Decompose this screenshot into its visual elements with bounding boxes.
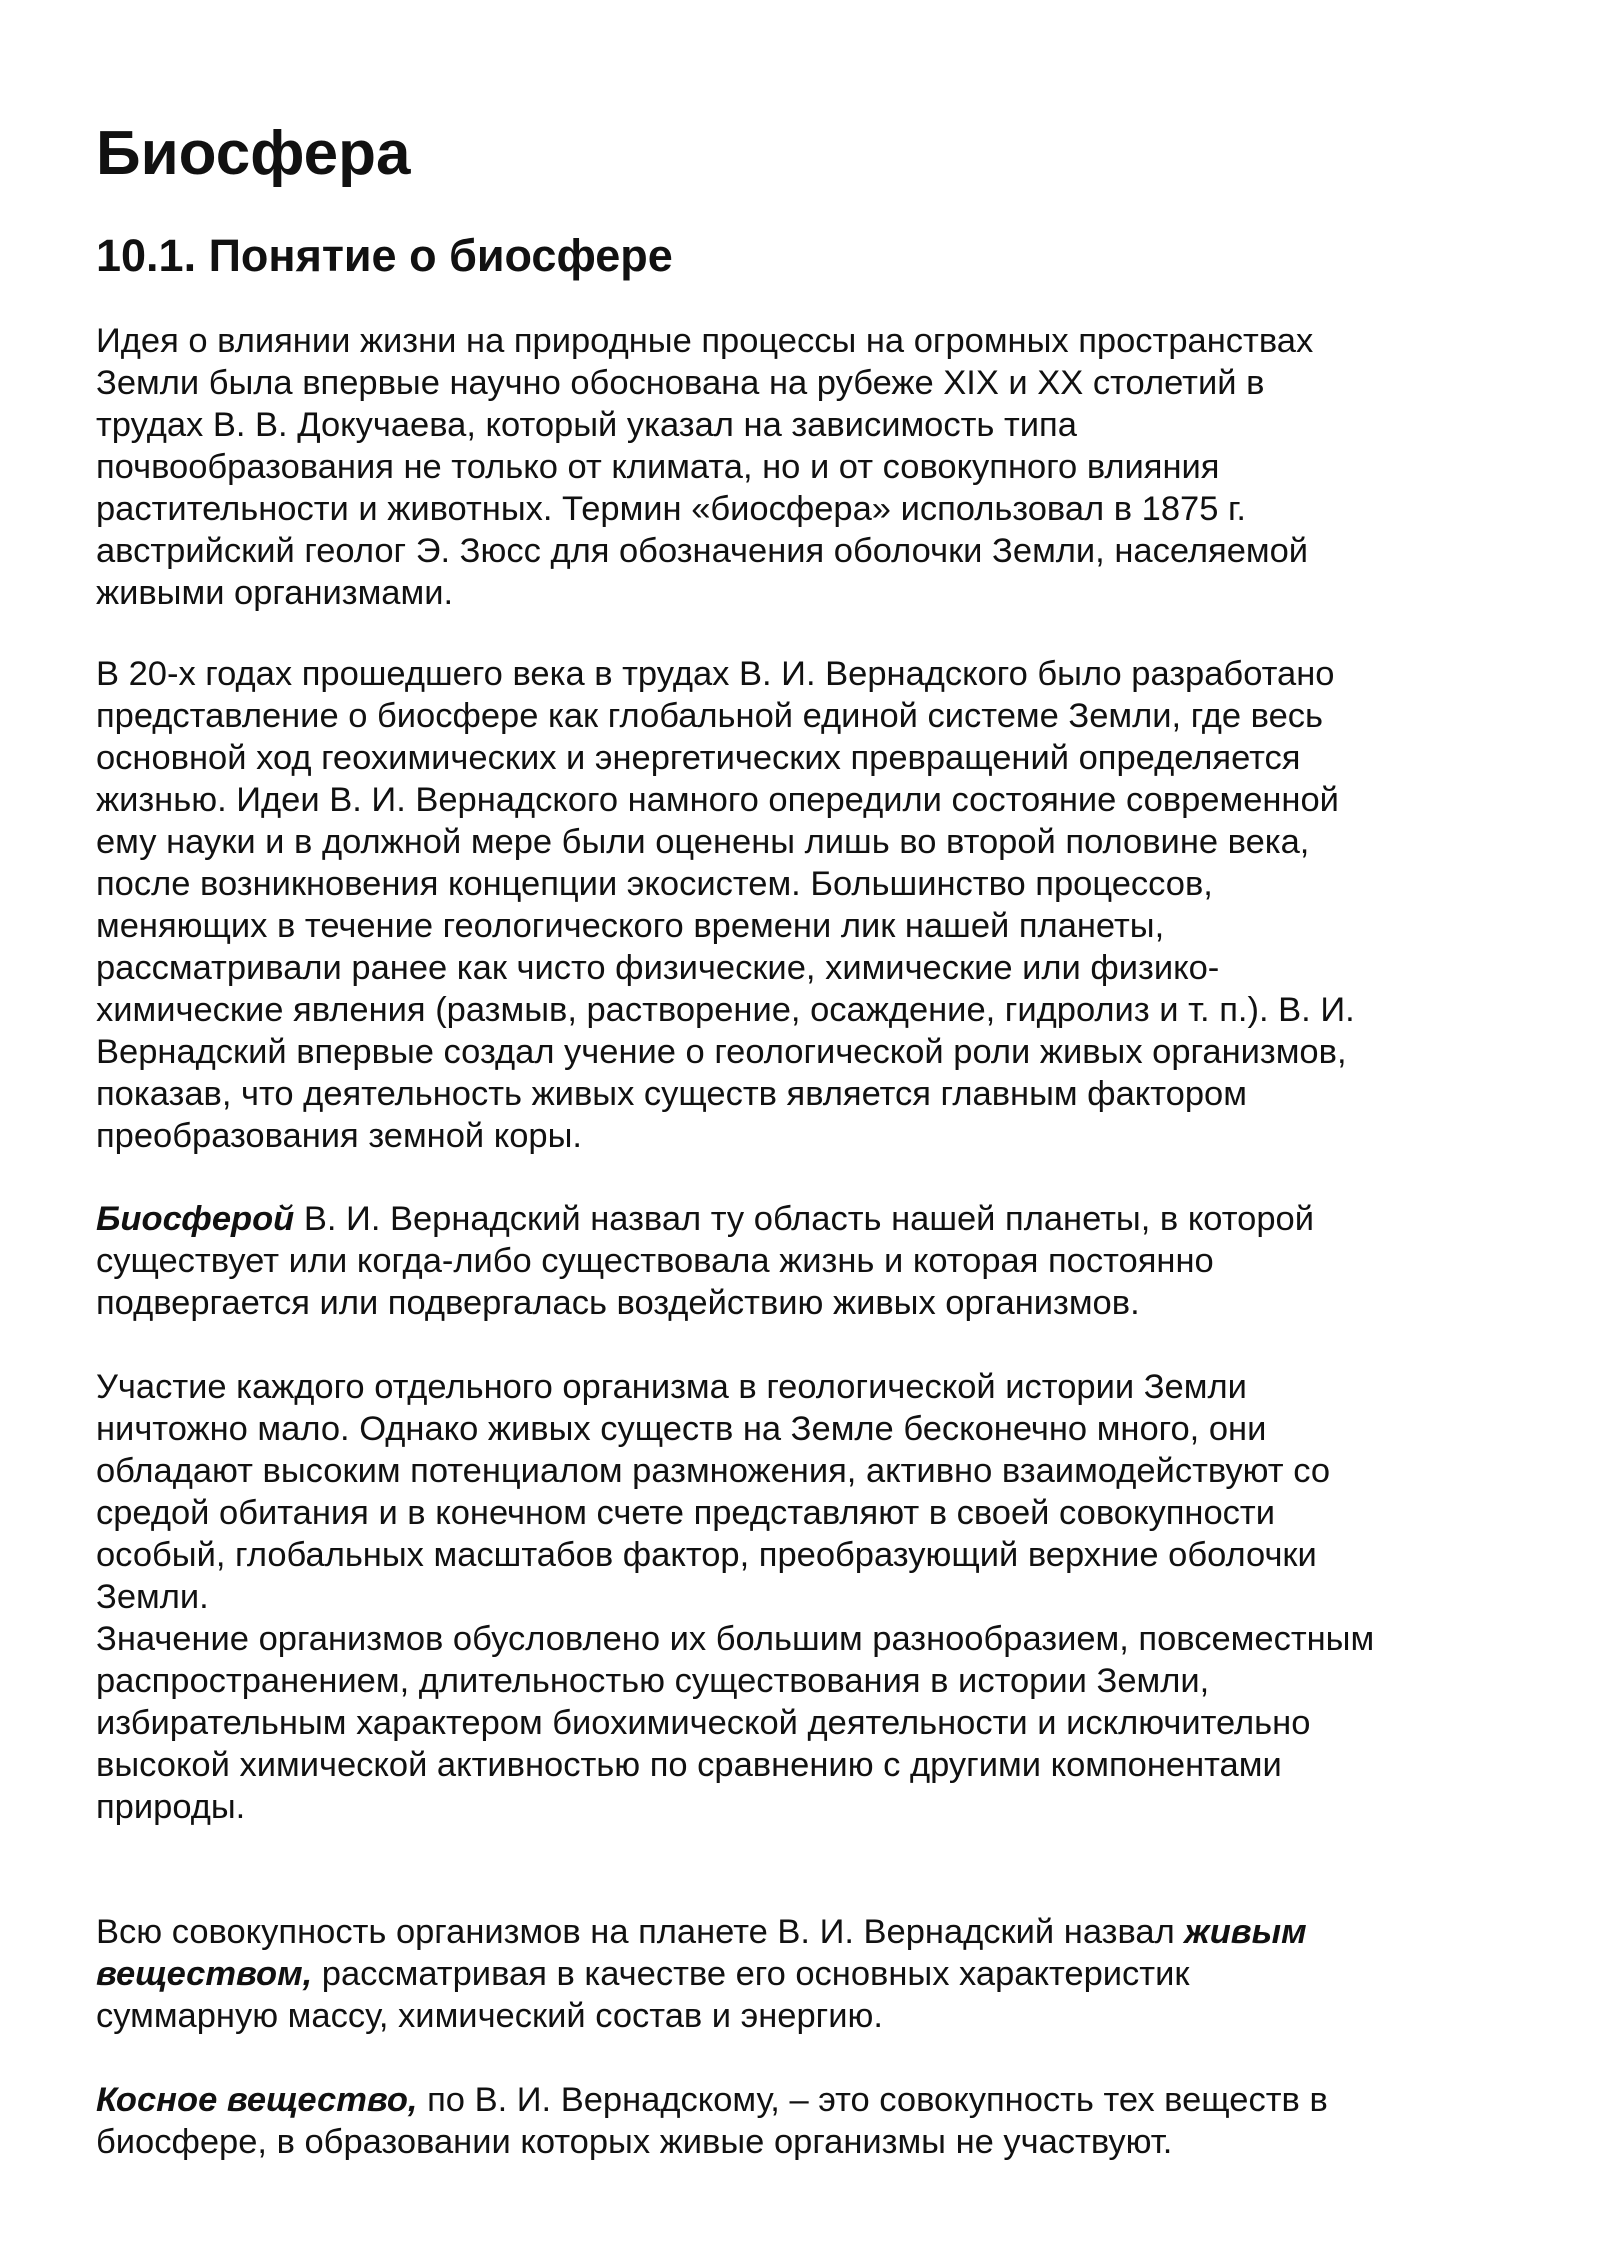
text-segment: суммарную массу, химический состав и энергию. — [96, 1997, 883, 2035]
body-paragraph — [96, 1911, 1307, 2037]
text-segment: Земли была впервые научно обоснована на рубеже XIX и XX столетий в — [96, 364, 1265, 402]
text-line — [96, 1450, 1330, 1492]
text-line — [96, 989, 1355, 1031]
body-paragraph — [96, 1366, 1330, 1618]
text-line — [96, 404, 1313, 446]
text-segment: по В. И. Вернадскому, – это совокупность тех веществ в — [417, 2081, 1328, 2119]
body-paragraph — [96, 2079, 1328, 2163]
text-segment: преобразования земной коры. — [96, 1117, 582, 1155]
text-line — [96, 530, 1313, 572]
text-segment: Значение организмов обусловлено их большим разнообразием, повсеместным — [96, 1620, 1375, 1658]
text-segment: растительности и животных. Термин «биосфера» использовал в 1875 г. — [96, 490, 1246, 528]
text-segment: ничтожно мало. Однако живых существ на Земле бесконечно много, они — [96, 1410, 1267, 1448]
text-segment: Всю совокупность организмов на планете В. И. Вернадский назвал — [96, 1913, 1185, 1951]
body-paragraph — [96, 1198, 1314, 1324]
text-line — [96, 320, 1313, 362]
text-line — [96, 1995, 1307, 2037]
text-line — [96, 2079, 1328, 2121]
text-line — [96, 2121, 1328, 2163]
text-segment: химические явления (размыв, растворение, осаждение, гидролиз и т. п.). В. И. — [96, 991, 1355, 1029]
text-line — [96, 572, 1313, 614]
text-segment: Идея о влиянии жизни на природные процессы на огромных пространствах — [96, 322, 1314, 360]
text-line — [96, 1660, 1374, 1702]
text-line — [96, 947, 1355, 989]
text-segment: распространением, длительностью существования в истории Земли, — [96, 1662, 1210, 1700]
text-line — [96, 821, 1355, 863]
text-segment: австрийский геолог Э. Зюсс для обозначения оболочки Земли, населяемой — [96, 532, 1309, 570]
document-title: Биосфера — [96, 119, 411, 188]
text-segment: обладают высоким потенциалом размножения, активно взаимодействуют со — [96, 1452, 1331, 1490]
text-segment: подвергается или подвергалась воздействию живых организмов. — [96, 1284, 1140, 1322]
text-line — [96, 1618, 1374, 1660]
text-segment: Земли. — [96, 1578, 209, 1616]
text-line — [96, 1115, 1355, 1157]
body-paragraph — [96, 320, 1313, 614]
text-segment: существует или когда-либо существовала жизнь и которая постоянно — [96, 1242, 1214, 1280]
text-line — [96, 1366, 1330, 1408]
text-segment: живыми организмами. — [96, 574, 454, 612]
text-line — [96, 1576, 1330, 1618]
text-segment: избирательным характером биохимической деятельности и исключительно — [96, 1704, 1311, 1742]
text-segment: жизнью. Идеи В. И. Вернадского намного опередили состояние современной — [96, 781, 1339, 819]
text-line — [96, 737, 1355, 779]
text-line — [96, 1534, 1330, 1576]
defined-term: живым — [1184, 1913, 1307, 1951]
text-segment: высокой химической активностью по сравнению с другими компонентами — [96, 1746, 1282, 1784]
text-segment: В 20-х годах прошедшего века в трудах В. И. Вернадского было разработано — [96, 655, 1335, 693]
text-line — [96, 362, 1313, 404]
text-line — [96, 653, 1355, 695]
body-paragraph — [96, 653, 1355, 1157]
text-segment: ему науки и в должной мере были оценены лишь во второй половине века, — [96, 823, 1310, 861]
text-line — [96, 1073, 1355, 1115]
text-segment: В. И. Вернадский назвал ту область нашей планеты, в которой — [294, 1200, 1314, 1238]
section-heading: 10.1. Понятие о биосфере — [96, 230, 673, 281]
text-line — [96, 695, 1355, 737]
defined-term: Биосферой — [96, 1200, 295, 1238]
text-line — [96, 1911, 1307, 1953]
text-segment: после возникновения концепции экосистем. Большинство процессов, — [96, 865, 1213, 903]
body-paragraph — [96, 1618, 1374, 1828]
text-line — [96, 446, 1313, 488]
defined-term: Косное вещество, — [96, 2081, 418, 2119]
text-segment: природы. — [96, 1788, 246, 1826]
text-segment: рассматривали ранее как чисто физические, химические или физико- — [96, 949, 1220, 987]
text-line — [96, 1031, 1355, 1073]
text-line — [96, 1953, 1307, 1995]
text-segment: меняющих в течение геологического времени лик нашей планеты, — [96, 907, 1165, 945]
text-segment: Участие каждого отдельного организма в геологической истории Земли — [96, 1368, 1247, 1406]
text-segment: трудах В. В. Докучаева, который указал на зависимость типа — [96, 406, 1077, 444]
text-segment: представление о биосфере как глобальной единой системе Земли, где весь — [96, 697, 1324, 735]
text-line — [96, 779, 1355, 821]
text-line — [96, 1240, 1314, 1282]
text-line — [96, 1702, 1374, 1744]
text-segment: особый, глобальных масштабов фактор, преобразующий верхние оболочки — [96, 1536, 1317, 1574]
defined-term: веществом, — [96, 1955, 313, 1993]
text-line — [96, 1786, 1374, 1828]
text-line — [96, 1744, 1374, 1786]
text-line — [96, 488, 1313, 530]
text-segment: рассматривая в качестве его основных характеристик — [312, 1955, 1190, 1993]
text-line — [96, 1492, 1330, 1534]
text-line — [96, 1198, 1314, 1240]
text-segment: биосфере, в образовании которых живые организмы не участвуют. — [96, 2123, 1173, 2161]
text-segment: показав, что деятельность живых существ является главным фактором — [96, 1075, 1247, 1113]
text-line — [96, 1282, 1314, 1324]
text-segment: Вернадский впервые создал учение о геологической роли живых организмов, — [96, 1033, 1347, 1071]
text-segment: средой обитания и в конечном счете представляют в своей совокупности — [96, 1494, 1275, 1532]
text-segment: основной ход геохимических и энергетических превращений определяется — [96, 739, 1301, 777]
text-segment: почвообразования не только от климата, но и от совокупного влияния — [96, 448, 1220, 486]
text-line — [96, 905, 1355, 947]
text-line — [96, 863, 1355, 905]
text-line — [96, 1408, 1330, 1450]
